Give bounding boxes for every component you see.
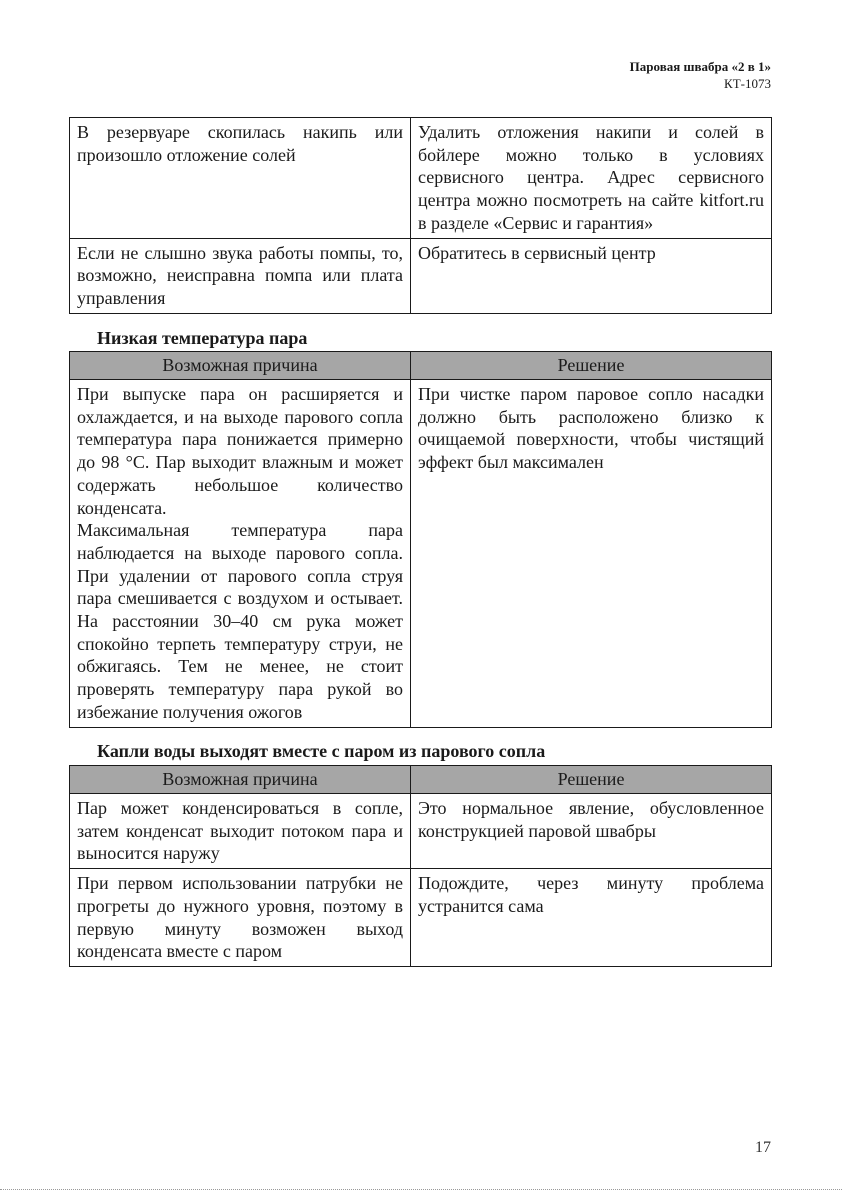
- cause-cell: Пар может конденсироваться в сопле, затем конденсат выходит потоком пара и выносится наружу: [70, 794, 411, 869]
- column-header-solution: Решение: [411, 766, 772, 794]
- column-header-cause: Возможная причина: [70, 766, 411, 794]
- cause-paragraph: При выпуске пара он расширяется и охлаждается, и на выходе парового сопла температура пара понижается примерно до 98 °С. Пар выходит влажным и может содержать небольшое количество конденсата.: [77, 384, 403, 518]
- page-number: 17: [755, 1139, 771, 1156]
- cause-cell: [70, 380, 411, 728]
- table-row: [70, 869, 772, 967]
- solution-cell: Подождите, через минуту проблема устранится сама: [411, 869, 772, 967]
- page-header: [630, 58, 771, 92]
- solution-cell: Удалить отложения накипи и солей в бойлере можно только в условиях сервисного центра. Адрес сервисного центра можно посмотреть на сайте kitfort.ru в разделе «Сервис и гарантия»: [411, 118, 772, 239]
- table-row: [70, 238, 772, 313]
- solution-cell: Обратитесь в сервисный центр: [411, 238, 772, 313]
- cause-cell: Если не слышно звука работы помпы, то, возможно, неисправна помпа или плата управления: [70, 238, 411, 313]
- section-title-water-drops: Капли воды выходят вместе с паром из парового сопла: [97, 741, 546, 761]
- product-title: Паровая швабра «2 в 1»: [629, 59, 771, 74]
- solution-cell: Это нормальное явление, обусловленное конструкцией паровой швабры: [411, 794, 772, 869]
- low-temperature-table: [69, 351, 772, 728]
- column-header-solution: Решение: [411, 352, 772, 380]
- solution-cell: При чистке паром паровое сопло насадки должно быть расположено близко к очищаемой поверхности, чтобы чистящий эффект был максимален: [411, 380, 772, 728]
- table-row: [70, 118, 772, 239]
- water-drops-table: [69, 765, 772, 967]
- cause-cell: В резервуаре скопилась накипь или произошло отложение солей: [70, 118, 411, 239]
- table-header-row: [70, 766, 772, 794]
- page-bottom-rule: [0, 1189, 842, 1190]
- model-number: КТ-1073: [724, 76, 771, 91]
- table-row: [70, 794, 772, 869]
- cause-cell: При первом использовании патрубки не прогреты до нужного уровня, поэтому в первую минуту возможен выход конденсата вместе с паром: [70, 869, 411, 967]
- table-header-row: [70, 352, 772, 380]
- troubleshooting-table-continued: [69, 117, 772, 314]
- cause-paragraph: Максимальная температура пара наблюдается на выходе парового сопла. При удалении от парового сопла струя пара смешивается с воздухом и остывает. На расстоянии 30–40 см рука может спокойно терпеть температуру струи, не обжигаясь. Тем не менее, не стоит проверять температуру пара рукой во избежание получения ожогов: [77, 520, 403, 722]
- table-row: [70, 380, 772, 728]
- section-title-low-temperature: Низкая температура пара: [97, 328, 308, 348]
- column-header-cause: Возможная причина: [70, 352, 411, 380]
